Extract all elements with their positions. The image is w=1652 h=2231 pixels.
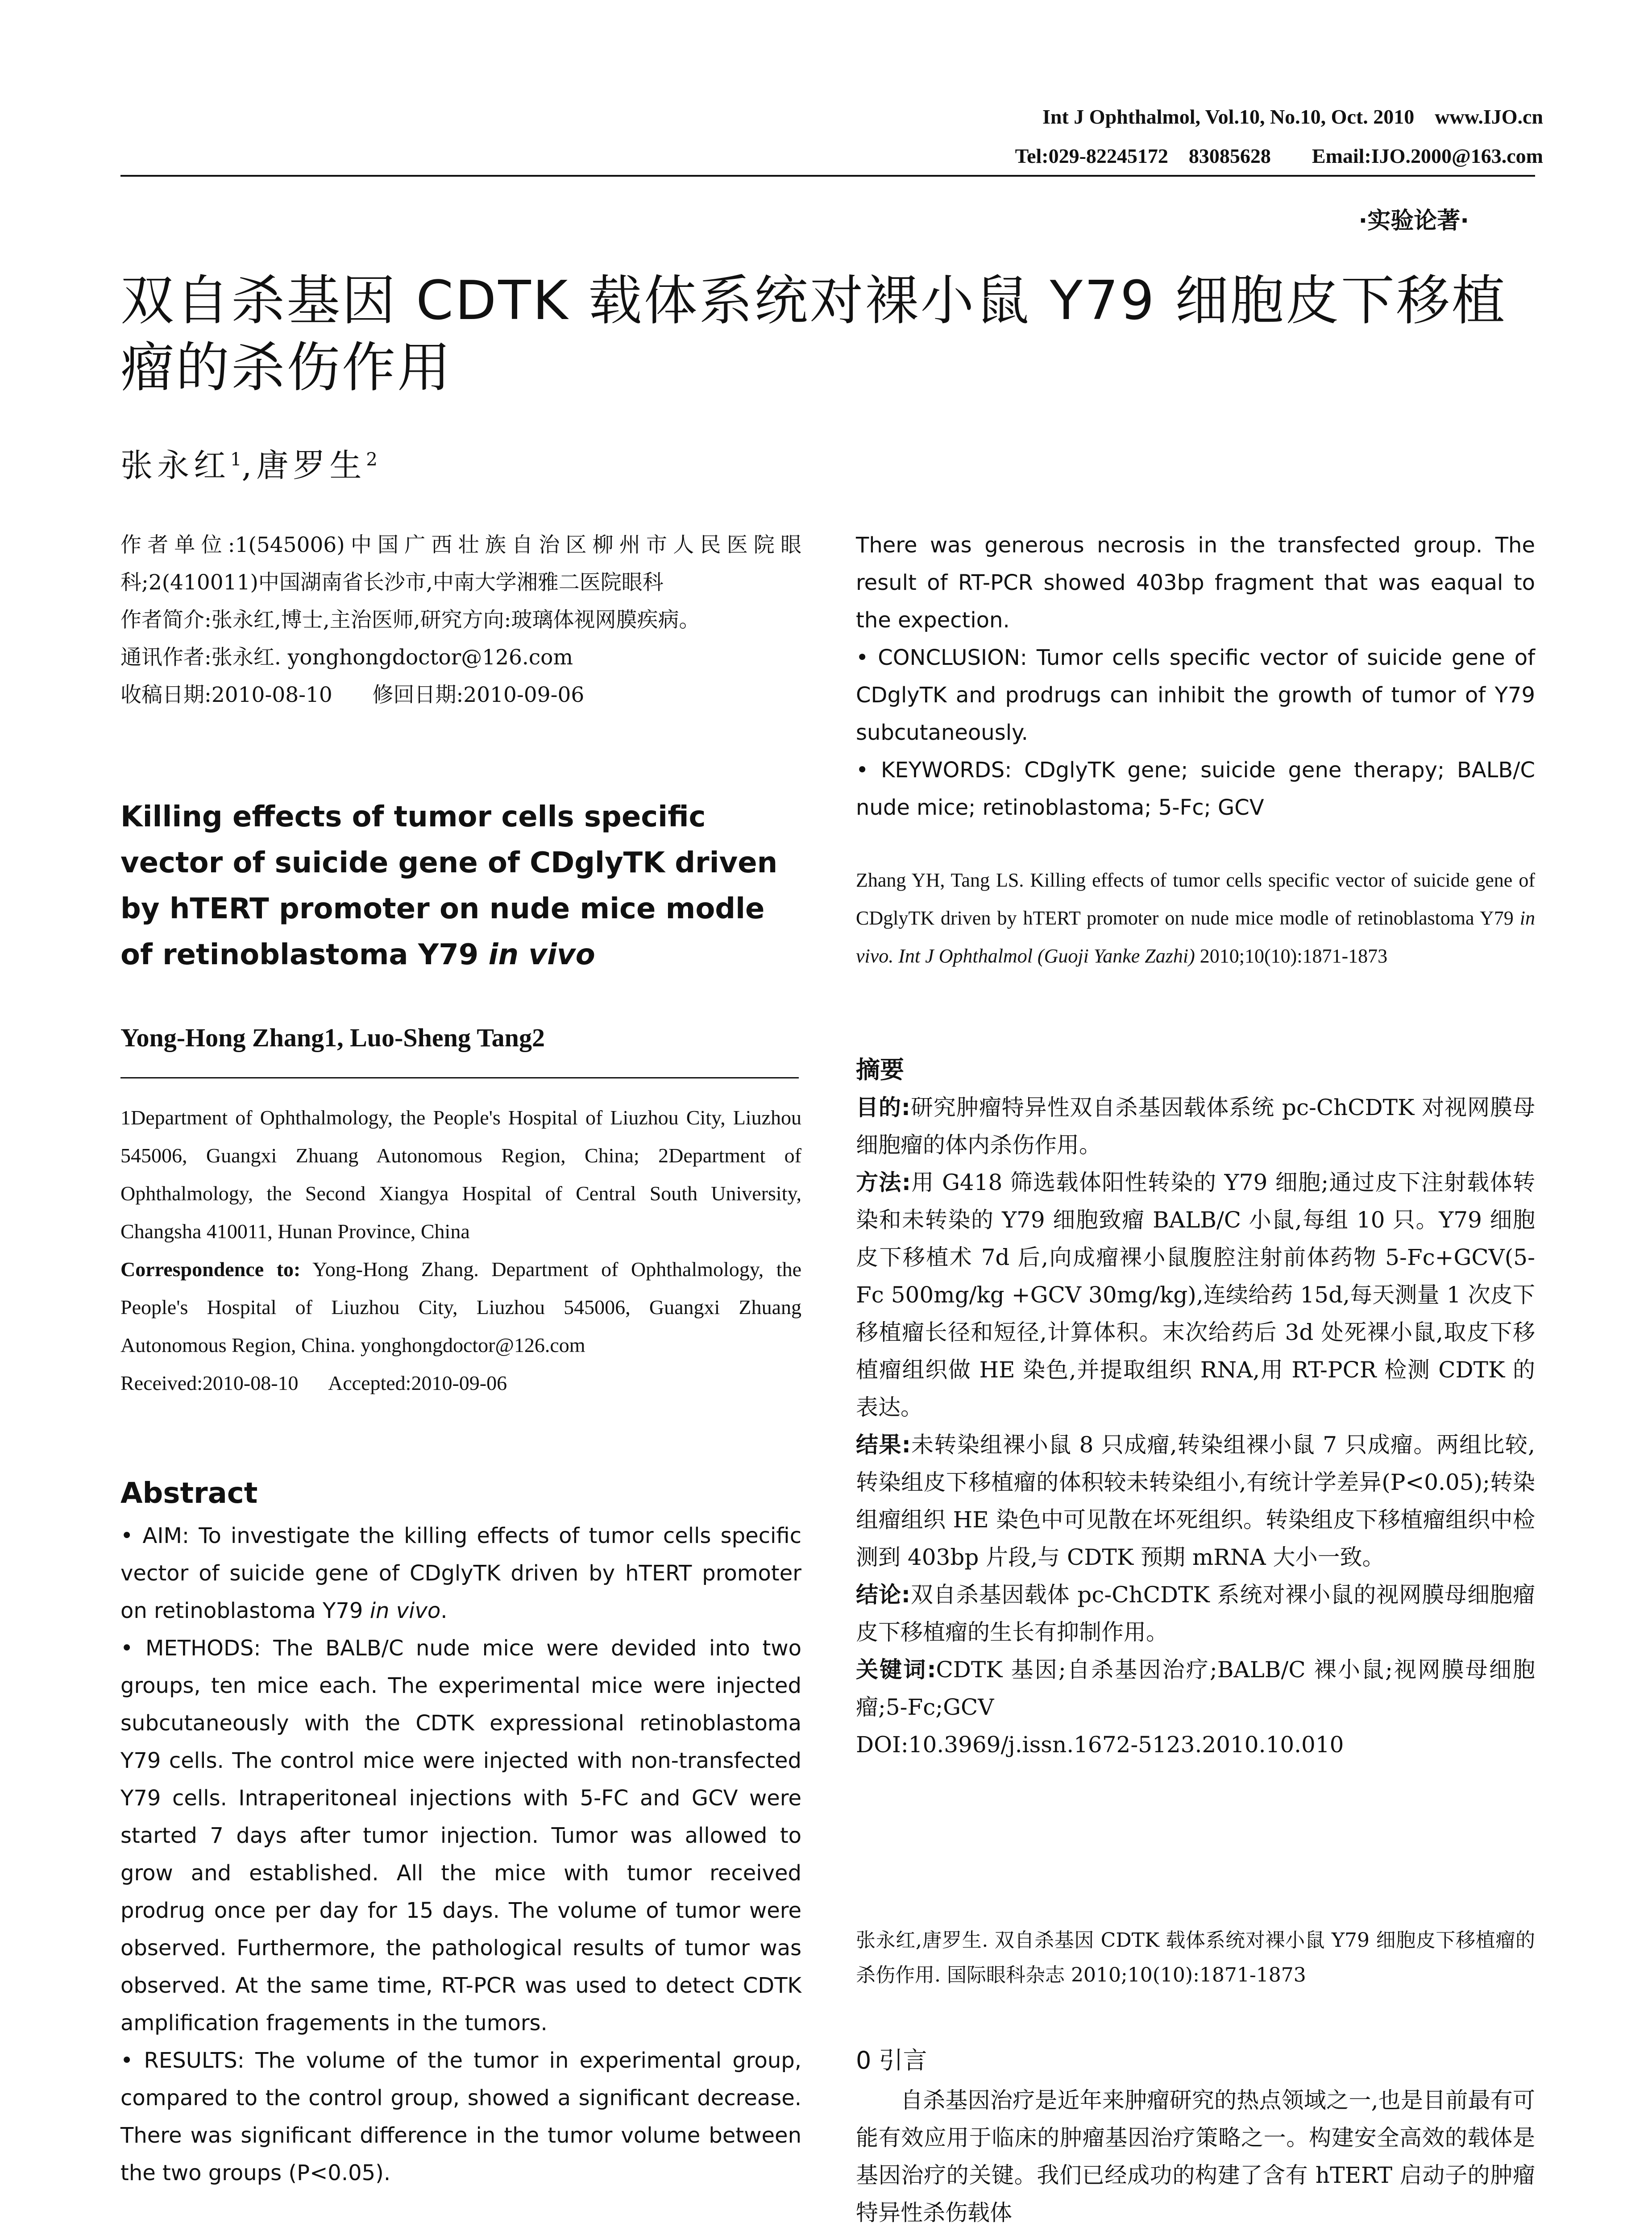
authors-rule (120, 1077, 799, 1078)
abstract-en-right (856, 527, 1535, 826)
correspondence-label: Correspondence to: (120, 1258, 301, 1281)
conclusion-cn-text: 双自杀基因载体 pc-ChCDTK 系统对裸小鼠的视网膜母细胞瘤皮下移植瘤的生长有抑制作用。 (856, 1582, 1535, 1645)
journal-header-line1: Int J Ophthalmol, Vol.10, No.10, Oct. 2010 www.IJO.cn (1042, 105, 1543, 128)
abstract-results: • RESULTS: The volume of the tumor in experimental group, compared to the control group, showed a significant decrease. There was significant difference in the tumor volume between the two groups (P<0.05). (120, 2048, 801, 2185)
author-sep: , (241, 447, 257, 484)
intro-heading: 0 引言 (856, 2046, 927, 2074)
front-matter-cn (120, 527, 801, 714)
affiliations-en: 1Department of Ophthalmology, the People's Hospital of Liuzhou City, Liuzhou 545006, Guangxi Zhuang Autonomous Region, China; 2Department of Ophthalmology, the Second Xiangya Hospital of Central South University, Changsha 410011, Hunan Province, China (120, 1106, 801, 1243)
methods-cn (856, 1164, 1535, 1426)
abstract-heading: Abstract (120, 1477, 258, 1510)
abstract-cn (856, 1089, 1535, 1763)
abstract-conclusion: • CONCLUSION: Tumor cells specific vector of suicide gene of CDglyTK and prodrugs can inhibit the growth of tumor of Y79 subcutaneously. (856, 645, 1535, 745)
citation-en (856, 861, 1535, 975)
aim-cn-label: 目的: (856, 1095, 910, 1120)
conclusion-cn (856, 1576, 1535, 1651)
author-bio-cn: 作者简介:张永红,博士,主治医师,研究方向:玻璃体视网膜疾病。 (120, 608, 700, 632)
author-2: 唐罗生 (256, 447, 366, 484)
keywords-cn-text: CDTK 基因;自杀基因治疗;BALB/C 裸小鼠;视网膜母细胞瘤;5-Fc;GCV (856, 1657, 1535, 1720)
authors-en: Yong-Hong Zhang1, Luo-Sheng Tang2 (120, 1023, 545, 1052)
correspondence-text: Yong-Hong Zhang. Department of Ophthalmology, the People's Hospital of Liuzhou City, Liuzhou 545006, Guangxi Zhuang Autonomous Region, China. yonghongdoctor@126.com (120, 1258, 801, 1356)
affiliation-cn: 作者单位:1(545006)中国广西壮族自治区柳州市人民医院眼科;2(410011)中国湖南省长沙市,中南大学湘雅二医院眼科 (120, 533, 801, 595)
received-accepted: Received:2010-08-10 Accepted:2010-09-06 (120, 1372, 507, 1394)
citation-cn: 张永红,唐罗生. 双自杀基因 CDTK 载体系统对裸小鼠 Y79 细胞皮下移植瘤的杀伤作用. 国际眼科杂志 2010;10(10):1871-1873 (856, 1929, 1535, 1986)
author-1-sup: 1 (230, 449, 242, 470)
methods-cn-label: 方法: (856, 1169, 911, 1195)
header-rule (120, 175, 1535, 177)
abstract-keywords: • KEYWORDS: CDglyTK gene; suicide gene therapy; BALB/C nude mice; retinoblastoma; 5-Fc; GCV (856, 758, 1535, 820)
aim-end: . (440, 1598, 448, 1623)
abstract-methods: • METHODS: The BALB/C nude mice were devided into two groups, ten mice each. The experimental mice were injected subcutaneously with the CDTK expressional retinoblastoma Y79 cells. The control mice were injected with non-transfected Y79 cells. Intraperitoneal injections with 5-FC and GCV were started 7 days after tumor injection. Tumor was allowed to grow and established. All the mice with tumor received prodrug once per day for 15 days. The volume of tumor were observed. Furthermore, the pathological results of tumor was observed. At the same time, RT-PCR was used to detect CDTK amplification fragements in the tumors. (120, 1636, 801, 2036)
affiliation-en (120, 1099, 801, 1402)
correspondence (120, 1250, 801, 1364)
title-en-italic: in vivo (488, 938, 595, 971)
section-tag: ·实验论著· (1358, 207, 1469, 234)
article-title-en (120, 794, 801, 978)
dates-cn: 收稿日期:2010-08-10 修回日期:2010-09-06 (120, 683, 585, 707)
results-cn-text: 未转染组裸小鼠 8 只成瘤,转染组裸小鼠 7 只成瘤。两组比较,转染组皮下移植瘤的体积较未转染组小,有统计学差异(P<0.05);转染组瘤组织 HE 染色中可见散在坏死组织。转染组皮下移植瘤组织中检测到 403bp 片段,与 CDTK 预期 mRNA 大小一致。 (856, 1432, 1535, 1570)
doi: DOI:10.3969/j.issn.1672-5123.2010.10.010 (856, 1732, 1344, 1758)
aim-italic: in vivo (369, 1598, 441, 1623)
journal-header-line2: Tel:029-82245172 83085628 Email:IJO.2000@163.com (1015, 145, 1543, 167)
abstract-results-cont: There was generous necrosis in the transfected group. The result of RT-PCR showed 403bp fragment that was eaqual to the expection. (856, 533, 1535, 633)
aim-cn (856, 1089, 1535, 1164)
authors-cn (120, 440, 378, 486)
aim-text: • AIM: To investigate the killing effects of tumor cells specific vector of suicide gene of CDglyTK driven by hTERT promoter on retinoblastoma Y79 (120, 1523, 801, 1623)
results-cn-label: 结果: (856, 1432, 911, 1458)
author-2-sup: 2 (366, 449, 378, 470)
article-title-cn: 双自杀基因 CDTK 载体系统对裸小鼠 Y79 细胞皮下移植瘤的杀伤作用 (120, 270, 1507, 399)
abstract-aim (120, 1517, 801, 1630)
aim-cn-text: 研究肿瘤特异性双自杀基因载体系统 pc-ChCDTK 对视网膜母细胞瘤的体内杀伤作用。 (856, 1095, 1535, 1158)
citation-en-italic: in vivo. Int J Ophthalmol (Guoji Yanke Zazhi) (856, 907, 1535, 967)
intro-paragraph: 自杀基因治疗是近年来肿瘤研究的热点领域之一,也是目前最有可能有效应用于临床的肿瘤基因治疗策略之一。构建安全高效的载体是基因治疗的关键。我们已经成功的构建了含有 hTERT 启动子的肿瘤特异性杀伤载体 (856, 2087, 1535, 2226)
citation-en-end: 2010;10(10):1871-1873 (1195, 945, 1388, 967)
abstract-cn-heading: 摘要 (856, 1056, 904, 1084)
conclusion-cn-label: 结论: (856, 1582, 910, 1608)
keywords-cn (856, 1651, 1535, 1726)
author-1: 张永红 (120, 447, 231, 484)
keywords-cn-label: 关键词: (856, 1657, 936, 1683)
title-en-main: Killing effects of tumor cells specific vector of suicide gene of CDglyTK driven by hTERT promoter on nude mice modle of retinoblastoma Y79 (120, 800, 778, 971)
methods-cn-text: 用 G418 筛选载体阳性转染的 Y79 细胞;通过皮下注射载体转染和未转染的 Y79 细胞致瘤 BALB/C 小鼠,每组 10 只。Y79 细胞皮下移植术 7d 后,向成瘤裸小鼠腹腔注射前体药物 5-Fc+GCV(5-Fc 500mg/kg +GCV 30mg/kg),连续给药 15d,每天测量 1 次皮下移植瘤长径和短径,计算体积。末次给药后 3d 处死裸小鼠,取皮下移植瘤组织做 HE 染色,并提取组织 RNA,用 RT-PCR 检测 CDTK 的表达。 (856, 1169, 1535, 1420)
results-cn (856, 1426, 1535, 1576)
corresponding-author-cn: 通讯作者:张永红. yonghongdoctor@126.com (120, 645, 573, 670)
abstract-en-left (120, 1517, 801, 2192)
citation-en-main: Zhang YH, Tang LS. Killing effects of tumor cells specific vector of suicide gene of CDglyTK driven by hTERT promoter on nude mice modle of retinoblastoma Y79 (856, 869, 1535, 929)
